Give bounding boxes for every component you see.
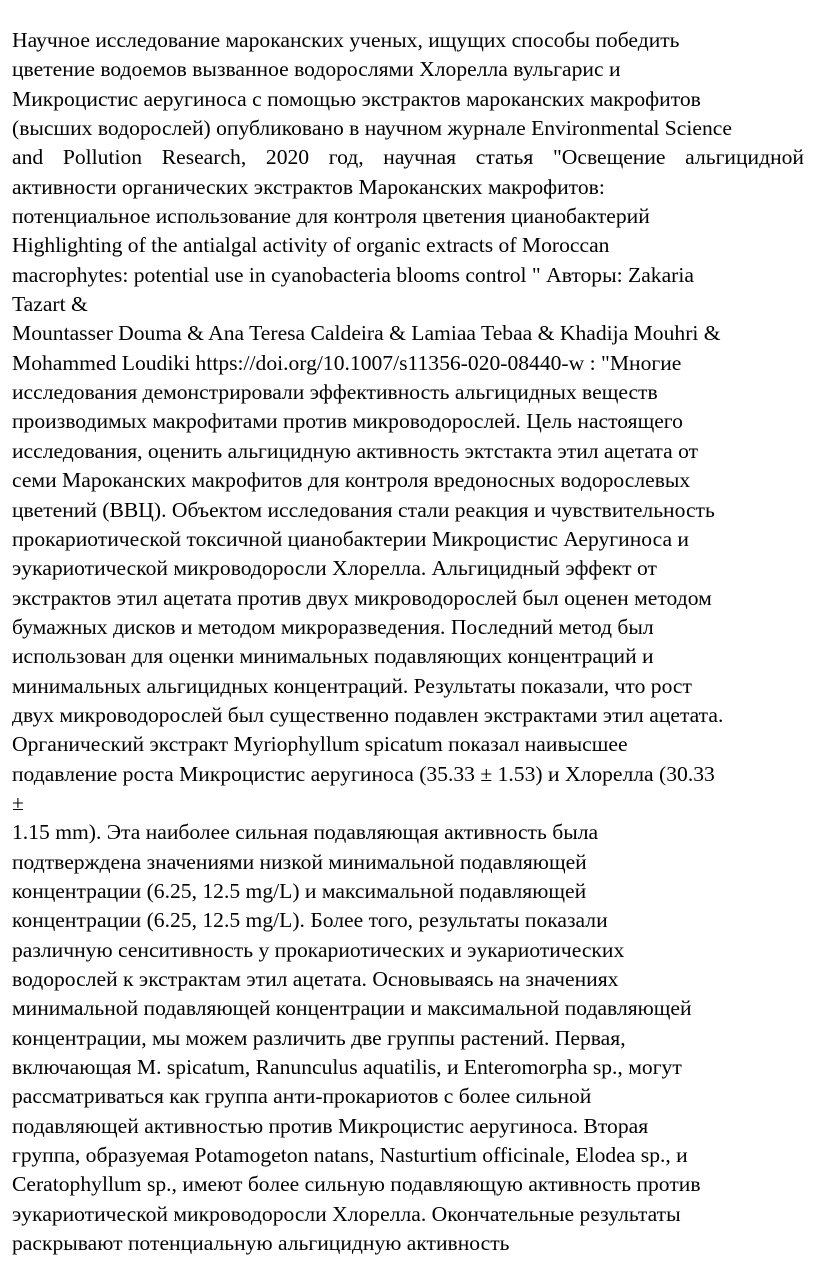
text-line: Микроцистис аеругиноса с помощью экстрактов мароканских макрофитов: [12, 86, 701, 111]
text-line: эукариотической микроводоросли Хлорелла. Окончательные результаты: [12, 1201, 681, 1226]
text-line: группа, образуемая Potamogeton natans, Nasturtium officinale, Elodea sp., и: [12, 1143, 688, 1168]
text-line: Tazart &: [12, 292, 88, 317]
text-line: прокариотической токсичной цианобактерии Микроцистис Аеругиноса и: [12, 526, 689, 551]
text-line: раскрывают потенциальную альгицидную активность: [12, 1231, 510, 1256]
text-line: исследования, оценить альгицидную активность эктстакта этил ацетата от: [12, 438, 699, 463]
text-line: минимальной подавляющей концентрации и максимальной подавляющей: [12, 996, 692, 1021]
text-line: включающая M. spicatum, Ranunculus aquatilis, и Enteromorpha sp., могут: [12, 1055, 682, 1080]
text-line: активности органических экстрактов Мароканских макрофитов:: [12, 174, 605, 199]
document-body: [12, 26, 804, 1258]
text-line: концентрации (6.25, 12.5 mg/L) и максимальной подавляющей: [12, 878, 587, 903]
text-line: использован для оценки минимальных подавляющих концентраций и: [12, 644, 654, 669]
text-line: цветение водоемов вызванное водорослями Хлорелла вульгарис и: [12, 57, 621, 82]
text-line: концентрации, мы можем различить две группы растений. Первая,: [12, 1025, 626, 1050]
text-line: macrophytes: potential use in cyanobacteria blooms control " Авторы: Zakaria: [12, 262, 694, 287]
text-line: минимальных альгицидных концентраций. Результаты показали, что рост: [12, 673, 692, 698]
text-line: Mohammed Loudiki https://doi.org/10.1007/s11356-020-08440-w : "Многие: [12, 350, 682, 375]
text-line: подавляющей активностью против Микроцистис аеругиноса. Вторая: [12, 1113, 649, 1138]
text-line: бумажных дисков и методом микроразведения. Последний метод был: [12, 614, 654, 639]
text-line: эукариотической микроводоросли Хлорелла. Альгицидный эффект от: [12, 556, 657, 581]
text-line: цветений (ВВЦ). Объектом исследования стали реакция и чувствительность: [12, 497, 715, 522]
text-line: различную сенситивность у прокариотических и эукариотических: [12, 937, 625, 962]
text-line: Mountasser Douma & Ana Teresa Caldeira & Lamiaa Tebaa & Khadija Mouhri &: [12, 321, 721, 346]
text-line: семи Мароканских макрофитов для контроля вредоносных водорослевых: [12, 468, 691, 493]
text-line: исследования демонстрировали эффективность альгицидных веществ: [12, 380, 658, 405]
text-line: экстрактов этил ацетата против двух микроводорослей был оценен методом: [12, 585, 712, 610]
text-line: водорослей к экстрактам этил ацетата. Основываясь на значениях: [12, 967, 619, 991]
text-line: подавление роста Микроцистис аеругиноса (35.33 ± 1.53) и Хлорелла (30.33: [12, 761, 715, 786]
text-line: концентрации (6.25, 12.5 mg/L). Более того, результаты показали: [12, 908, 608, 933]
text-line: ±: [12, 790, 24, 815]
text-line: подтверждена значениями низкой минимальной подавляющей: [12, 849, 587, 874]
text-line: двух микроводорослей был существенно подавлен экстрактами этил ацетата.: [12, 702, 724, 727]
text-line: (высших водорослей) опубликовано в научном журнале Environmental Science: [12, 116, 732, 141]
text-line: потенциальное использование для контроля цветения цианобактерий: [12, 204, 650, 229]
text-line: and Pollution Research, 2020 год, научная статья "Освещение альгицидной: [12, 145, 804, 170]
text-line: производимых макрофитами против микроводорослей. Цель настоящего: [12, 409, 683, 434]
text-line: Ceratophyllum sp., имеют более сильную подавляющую активность против: [12, 1172, 701, 1197]
text-line: Научное исследование мароканских ученых, ищущих способы победить: [12, 28, 680, 52]
text-line: 1.15 mm). Эта наиболее сильная подавляющая активность была: [12, 820, 599, 845]
text-line: Органический экстракт Myriophyllum spicatum показал наивысшее: [12, 732, 628, 757]
text-line: рассматриваться как группа анти-прокариотов с более сильной: [12, 1084, 592, 1109]
text-line: Highlighting of the antialgal activity of organic extracts of Moroccan: [12, 233, 610, 258]
